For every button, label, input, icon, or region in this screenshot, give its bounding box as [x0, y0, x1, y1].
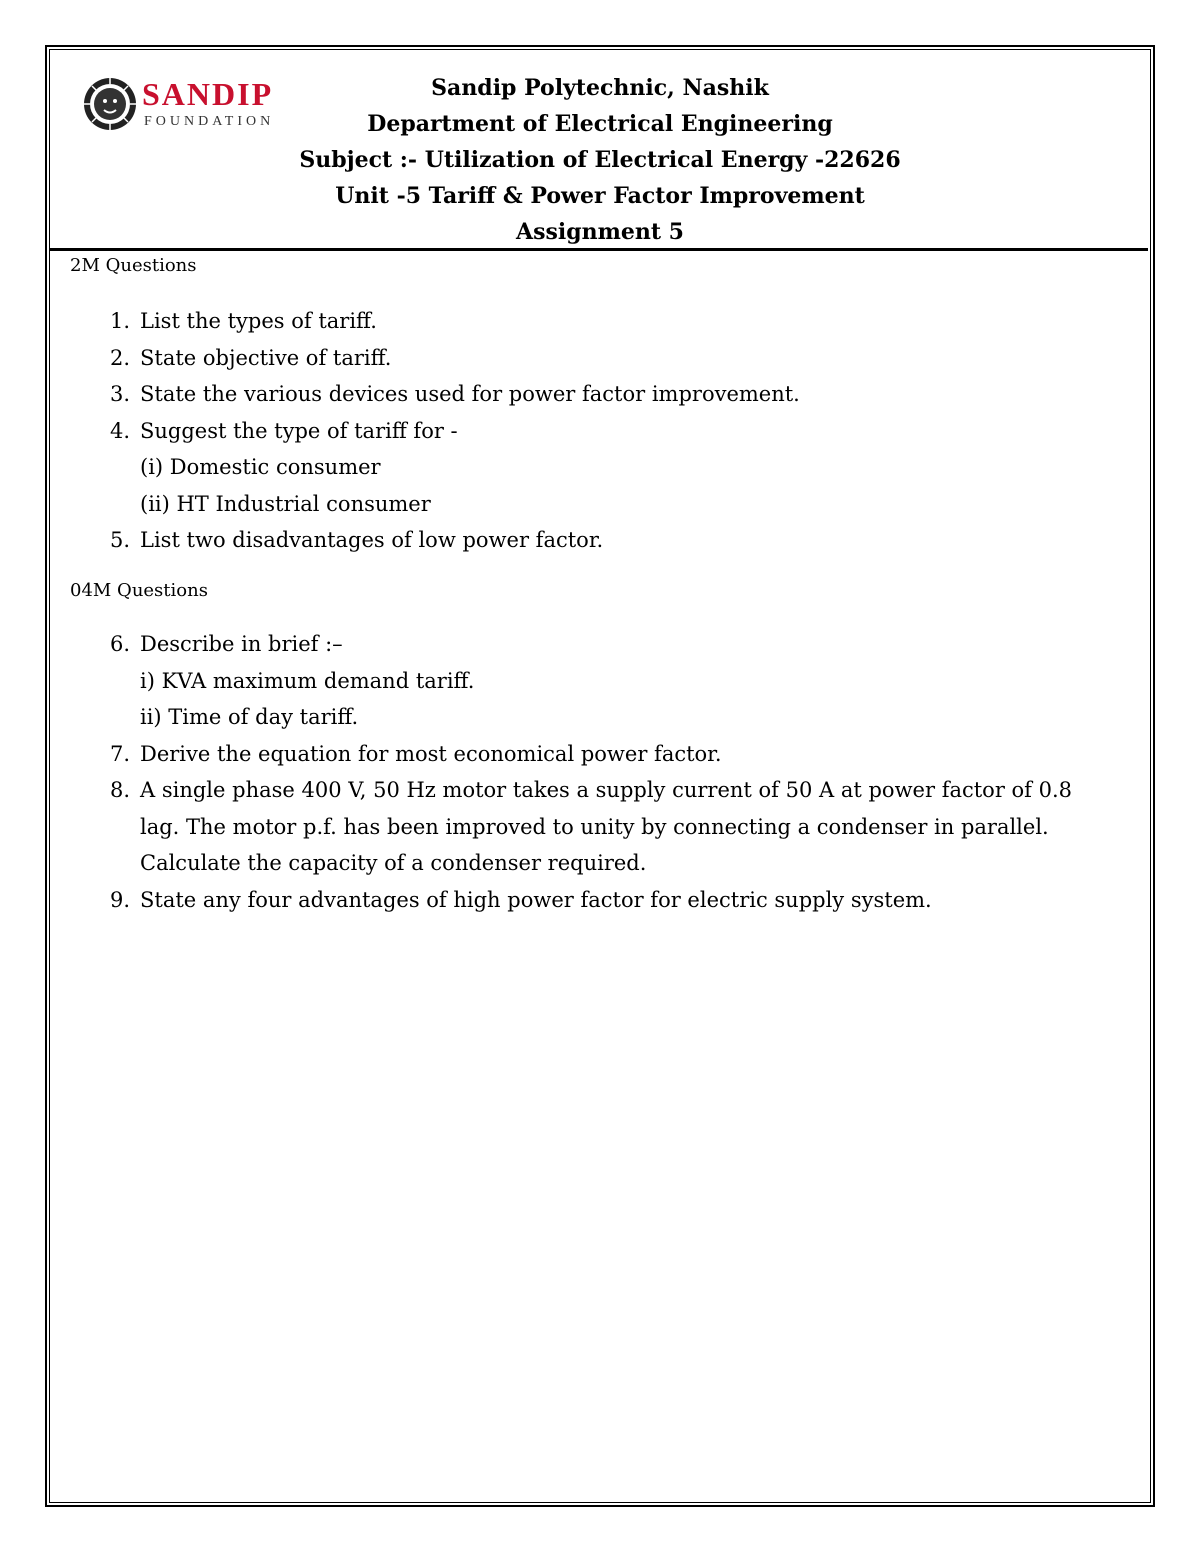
sub-item: Calculate the capacity of a condenser required.	[140, 851, 647, 875]
logo-sub-text: FOUNDATION	[144, 114, 275, 129]
sub-item: ii) Time of day tariff.	[140, 705, 359, 729]
question-item: 9. State any four advantages of high power factor for electric supply system.	[109, 887, 932, 912]
question-list-4m	[100, 626, 1130, 918]
header-divider	[50, 248, 1148, 251]
question-item: 6. Describe in brief :– i) KVA maximum demand tariff. ii) Time of day tariff.	[100, 626, 1130, 736]
question-item: 8. A single phase 400 V, 50 Hz motor takes a supply current of 50 A at power factor of 0.8 lag. The motor p.f. has been improved to unity by connecting a condenser in parallel. Calculate the capacity of a condenser required.	[100, 772, 1130, 882]
logo-brand-text: SANDIP	[142, 76, 274, 112]
document-header	[250, 70, 950, 250]
question-item: 7. Derive the equation for most economical power factor.	[109, 741, 722, 766]
sub-item: i) KVA maximum demand tariff.	[140, 668, 475, 693]
question-item: 5. List two disadvantages of low power factor.	[109, 528, 604, 552]
question-item: 2. State objective of tariff.	[109, 345, 392, 370]
department-name: Department of Electrical Engineering	[367, 111, 833, 137]
section-title-4m: 04M Questions	[70, 580, 208, 601]
question-item: 1. List the types of tariff.	[109, 309, 377, 333]
sub-item: (ii) HT Industrial consumer	[140, 491, 431, 516]
sub-item: lag. The motor p.f. has been improved to unity by connecting a condenser in parallel.	[140, 814, 1049, 839]
question-list-2m	[100, 303, 1130, 559]
unit-line: Unit -5 Tariff & Power Factor Improvement	[335, 183, 865, 209]
subject-line: Subject :- Utilization of Electrical Energy -22626	[299, 147, 901, 173]
lion-emblem-icon	[84, 78, 136, 130]
section-title-2m: 2M Questions	[70, 255, 197, 276]
question-item: 4. Suggest the type of tariff for - (i) Domestic consumer (ii) HT Industrial consumer	[100, 413, 1130, 523]
sub-item: (i) Domestic consumer	[140, 455, 381, 479]
assignment-title: Assignment 5	[516, 219, 684, 245]
institute-name: Sandip Polytechnic, Nashik	[431, 75, 769, 101]
question-item: 3. State the various devices used for power factor improvement.	[109, 382, 800, 406]
